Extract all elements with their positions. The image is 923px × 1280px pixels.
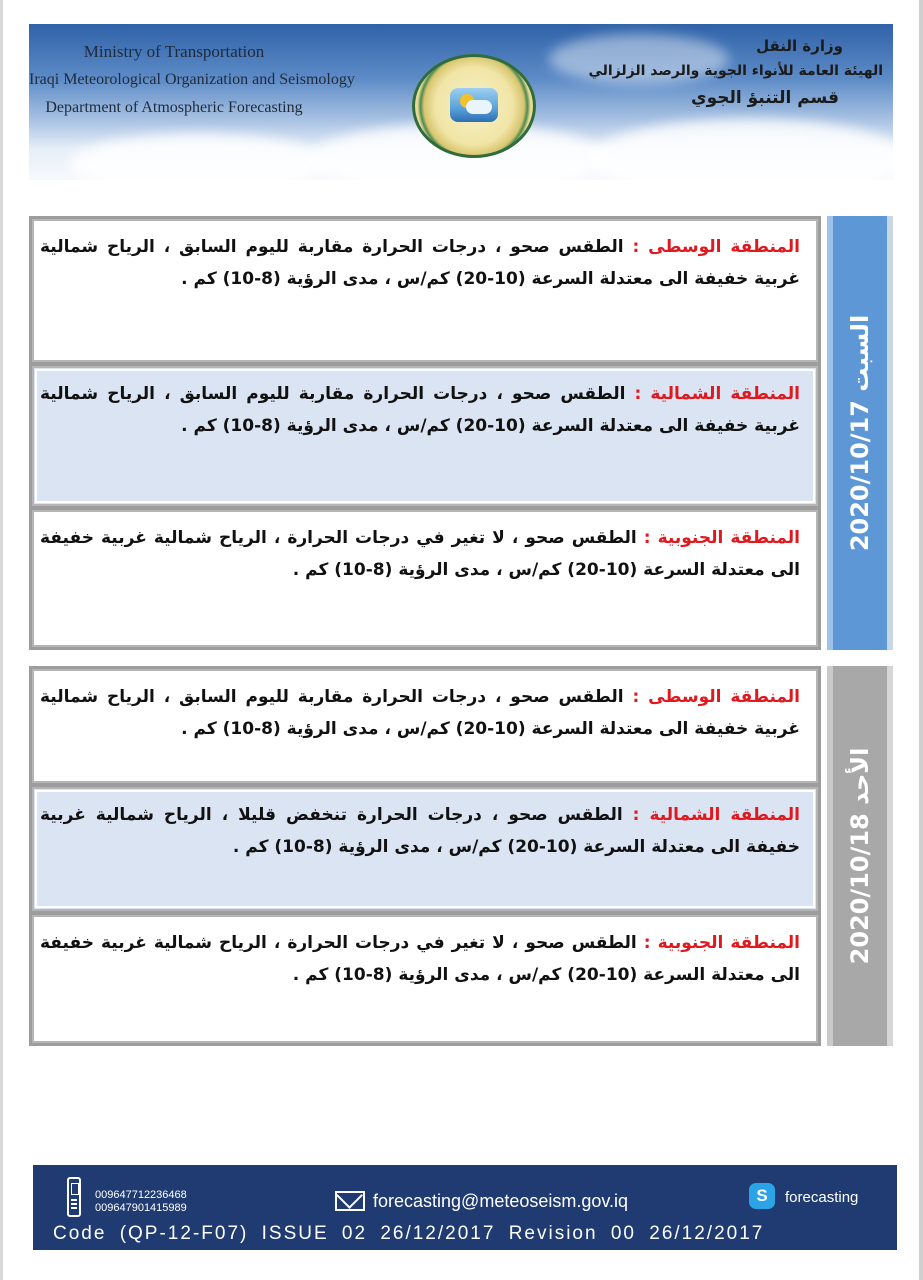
- phone-number-2[interactable]: 009647901415989: [95, 1202, 187, 1214]
- header-banner: [29, 24, 893, 180]
- sheet-right-edge: [919, 0, 923, 1280]
- region-name: المنطقة الشمالية :: [634, 384, 800, 404]
- region-description: الطقس صحو ، درجات الحرارة مقاربة لليوم السابق ، الرياح شمالية غربية خفيفة الى معتدلة السرعة (10-20) كم/س ، مدى الرؤية (8-10) كم .: [40, 384, 800, 436]
- region-forecast-text: [40, 231, 800, 295]
- organization-name-en: Iraqi Meteorological Organization and Seismology: [29, 71, 355, 88]
- day-date-label: السبت 2020/10/17: [846, 314, 874, 552]
- region-forecast-text: [40, 378, 800, 442]
- seal-emblem-icon: [450, 88, 498, 122]
- day-date-label: الأحد 2020/10/18: [846, 747, 874, 965]
- region-description: الطقس صحو ، لا تغير في درجات الحرارة ، الرياح شمالية غربية خفيفة الى معتدلة السرعة (10-20) كم/س ، مدى الرؤية (8-10) كم .: [40, 528, 800, 580]
- region-rows: [29, 216, 821, 650]
- day-date-sidebar: [827, 666, 893, 1046]
- region-rows: [29, 666, 821, 1046]
- region-row-central: [32, 669, 818, 783]
- region-forecast-text: [40, 927, 800, 991]
- contact-footer: [33, 1165, 897, 1250]
- region-name: المنطقة الجنوبية :: [643, 528, 800, 548]
- region-name: المنطقة الشمالية :: [632, 805, 801, 825]
- region-row-northern: [32, 787, 818, 911]
- day-forecast-block: [29, 216, 893, 650]
- region-description: الطقس صحو ، درجات الحرارة مقاربة لليوم السابق ، الرياح شمالية غربية خفيفة الى معتدلة السرعة (10-20) كم/س ، مدى الرؤية (8-10) كم .: [40, 687, 800, 739]
- region-forecast-text: [40, 799, 800, 863]
- region-name: المنطقة الوسطى :: [632, 237, 800, 257]
- sheet-left-edge: [0, 0, 3, 1280]
- organization-seal: [412, 54, 536, 158]
- region-description: الطقس صحو ، درجات الحرارة تنخفض قليلا ، الرياح شمالية غربية خفيفة الى معتدلة السرعة (10-20) كم/س ، مدى الرؤية (8-10) كم .: [40, 805, 800, 857]
- region-row-southern: [32, 915, 818, 1043]
- region-row-southern: [32, 510, 818, 647]
- region-name: المنطقة الوسطى :: [632, 687, 800, 707]
- banner-cloud: [589, 119, 893, 180]
- skype-handle[interactable]: forecasting: [785, 1189, 859, 1206]
- region-forecast-text: [40, 681, 800, 745]
- department-name-ar: قسم التنبؤ الجوي: [691, 88, 839, 108]
- region-name: المنطقة الجنوبية :: [643, 933, 800, 953]
- ministry-name-ar: وزارة النقل: [756, 37, 843, 55]
- day-date-sidebar: [827, 216, 893, 650]
- mail-icon: [335, 1191, 365, 1211]
- skype-icon: S: [749, 1183, 775, 1209]
- organization-name-ar: الهيئة العامة للأنواء الجوية والرصد الزلزالي: [588, 63, 883, 79]
- phone-icon: [67, 1177, 81, 1217]
- region-row-northern: [32, 366, 818, 506]
- day-forecast-block: [29, 666, 893, 1046]
- region-description: الطقس صحو ، لا تغير في درجات الحرارة ، الرياح شمالية غربية خفيفة الى معتدلة السرعة (10-20) كم/س ، مدى الرؤية (8-10) كم .: [40, 933, 800, 985]
- department-name-en: Department of Atmospheric Forecasting: [45, 99, 303, 116]
- email-link[interactable]: forecasting@meteoseism.gov.iq: [373, 1191, 629, 1211]
- region-row-central: [32, 219, 818, 362]
- header-arabic: [588, 34, 883, 112]
- region-description: الطقس صحو ، درجات الحرارة مقاربة لليوم السابق ، الرياح شمالية غربية خفيفة الى معتدلة السرعة (10-20) كم/س ، مدى الرؤية (8-10) كم .: [40, 237, 800, 289]
- document-code-line: Code (QP-12-F07) ISSUE 02 26/12/2017 Revision 00 26/12/2017: [53, 1223, 765, 1244]
- header-english: [29, 38, 355, 122]
- ministry-name-en: Ministry of Transportation: [83, 42, 265, 61]
- cloud-icon: [466, 100, 492, 114]
- phone-numbers: [95, 1189, 187, 1215]
- banner-cloud: [69, 134, 329, 180]
- region-forecast-text: [40, 522, 800, 586]
- phone-number-1[interactable]: 009647712236468: [95, 1189, 187, 1201]
